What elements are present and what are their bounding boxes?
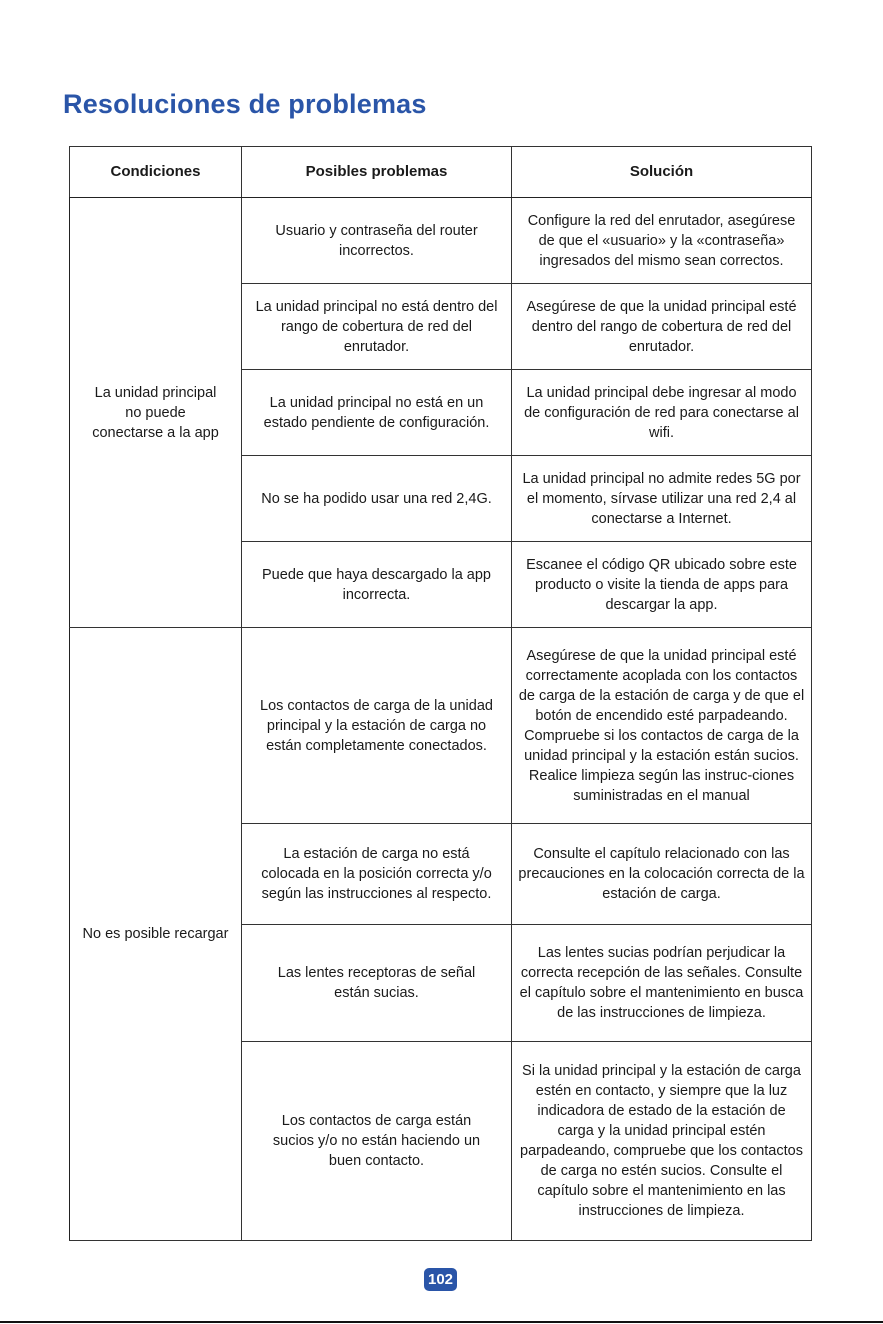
solution-cell: Consulte el capítulo relacionado con las precauciones en la colocación correcta de la estación de carga. (512, 824, 812, 925)
solution-cell: Asegúrese de que la unidad principal esté correctamente acoplada con los contactos de carga de la estación de carga y de que el botón de encendido esté parpadeando. Compruebe si los contactos de carga de la unidad principal y la estación están sucios. Realice limpieza según las instruc-ciones suministradas en el manual (512, 628, 812, 824)
solution-cell: Escanee el código QR ubicado sobre este producto o visite la tienda de apps para descargar la app. (512, 542, 812, 628)
condition-group-app-connection (70, 198, 812, 628)
header-solution: Solución (512, 147, 812, 198)
solution-cell: La unidad principal no admite redes 5G por el momento, sírvase utilizar una red 2,4 al conectarse a Internet. (512, 456, 812, 542)
table-row (70, 628, 812, 824)
page-bottom-divider (0, 1321, 883, 1323)
solution-cell: Si la unidad principal y la estación de carga estén en contacto, y siempre que la luz indicadora de estado de la estación de carga y la unidad principal estén parpadeando, compruebe que los contactos de carga no estén sucios. Consulte el capítulo sobre el mantenimiento en las instrucciones de limpieza. (512, 1042, 812, 1241)
header-possible-problems: Posibles problemas (242, 147, 512, 198)
solution-cell: Las lentes sucias podrían perjudicar la correcta recepción de las señales. Consulte el capítulo sobre el mantenimiento en busca de las instrucciones de limpieza. (512, 925, 812, 1042)
table-row (70, 198, 812, 284)
problem-cell: Usuario y contraseña del router incorrectos. (242, 198, 512, 284)
solution-cell: La unidad principal debe ingresar al modo de configuración de red para conectarse al wifi. (512, 370, 812, 456)
problem-cell: Los contactos de carga de la unidad principal y la estación de carga no están completamente conectados. (242, 628, 512, 824)
problem-cell: Las lentes receptoras de señal están sucias. (242, 925, 512, 1042)
condition-cell: No es posible recargar (70, 628, 242, 1241)
troubleshooting-table (69, 146, 812, 1241)
table-header-row (70, 147, 812, 198)
condition-cell: La unidad principal no puede conectarse a la app (70, 198, 242, 628)
header-conditions: Condiciones (70, 147, 242, 198)
problem-cell: Los contactos de carga están sucios y/o no están haciendo un buen contacto. (242, 1042, 512, 1241)
solution-cell: Asegúrese de que la unidad principal esté dentro del rango de cobertura de red del enrutador. (512, 284, 812, 370)
condition-group-charging (70, 628, 812, 1241)
solution-cell: Configure la red del enrutador, asegúrese de que el «usuario» y la «contraseña» ingresados del mismo sean correctos. (512, 198, 812, 284)
page-number-badge: 102 (424, 1268, 457, 1291)
problem-cell: No se ha podido usar una red 2,4G. (242, 456, 512, 542)
problem-cell: Puede que haya descargado la app incorrecta. (242, 542, 512, 628)
page-title: Resoluciones de problemas (63, 89, 427, 119)
problem-cell: La unidad principal no está dentro del rango de cobertura de red del enrutador. (242, 284, 512, 370)
problem-cell: La estación de carga no está colocada en la posición correcta y/o según las instrucciones al respecto. (242, 824, 512, 925)
problem-cell: La unidad principal no está en un estado pendiente de configuración. (242, 370, 512, 456)
